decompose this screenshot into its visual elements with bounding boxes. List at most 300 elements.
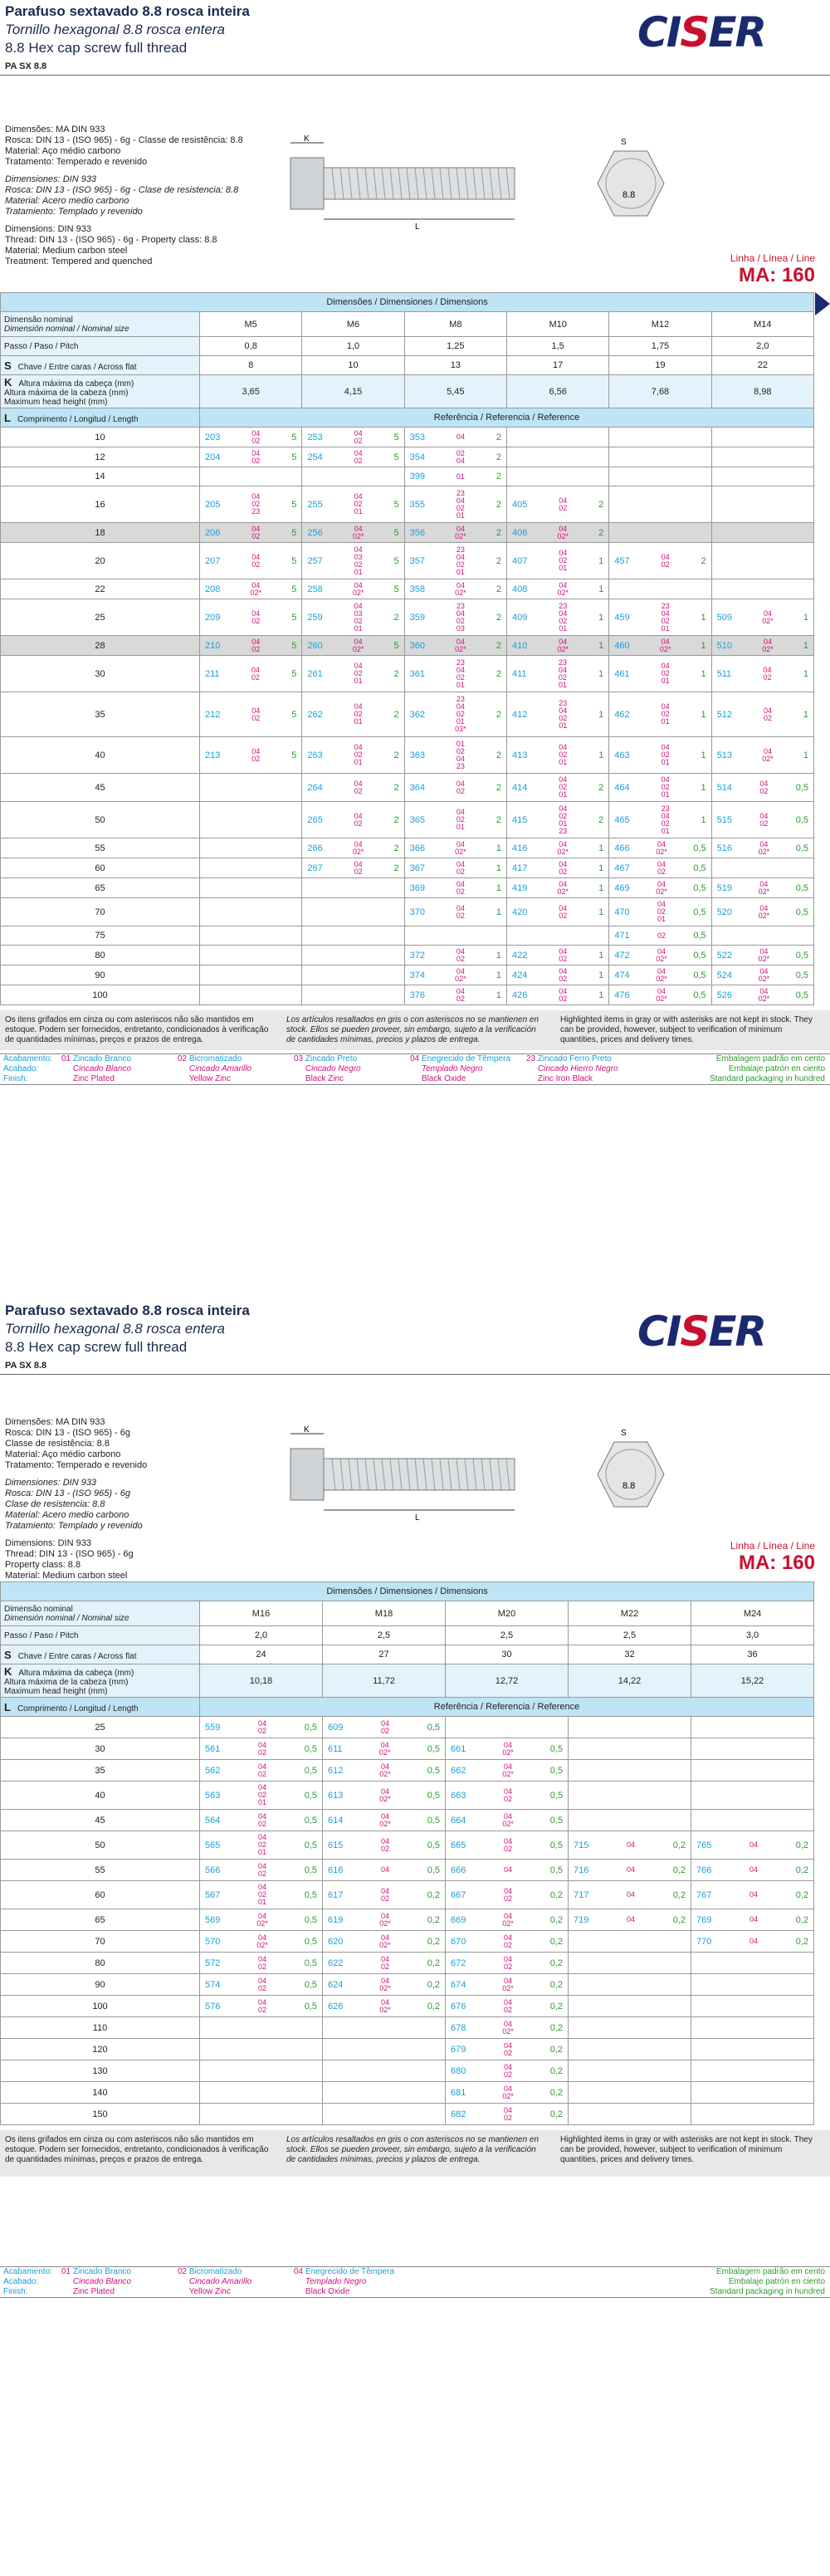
nominal-label: Dimensão nominal Dimensión nominal / Nominal size: [1, 1601, 200, 1626]
key-cell: 22: [711, 356, 813, 375]
finish-codes: 04 02*: [557, 839, 569, 856]
finish-codes: 04 02: [258, 1811, 267, 1828]
empty-cell: [302, 946, 404, 965]
finish-codes: 04 02*: [352, 637, 364, 653]
table-row: [1, 985, 814, 1005]
empty-cell: [609, 486, 711, 523]
pack-qty: 5: [291, 612, 297, 623]
finish-codes: 23 04 02 01: [559, 601, 568, 633]
pack-qty: 0,5: [693, 950, 706, 961]
pack-qty: 0,5: [427, 1765, 440, 1776]
reference-cell: [404, 946, 506, 965]
finish-codes: 04 02*: [656, 986, 667, 1003]
reference-cell: [404, 467, 506, 486]
title-en: 8.8 Hex cap screw full thread: [5, 1339, 188, 1355]
head-cell: 14,22: [569, 1664, 691, 1698]
reference-code: 619: [328, 1914, 344, 1925]
reference-code: 570: [205, 1936, 221, 1947]
empty-cell: [609, 467, 711, 486]
empty-cell: [609, 428, 711, 447]
empty-cell: [691, 2039, 814, 2060]
table-row: [1, 636, 814, 656]
finish-codes: 04 02 01: [657, 900, 666, 923]
size-cell: M18: [323, 1601, 446, 1626]
pack-qty: 0,2: [549, 2044, 563, 2055]
reference-cell: [404, 802, 506, 838]
key-cell: 17: [506, 356, 608, 375]
spec-pt: Tratamento: Temperado e revenido: [5, 1460, 148, 1470]
pack-qty: 2: [393, 750, 399, 760]
head-cell: 3,65: [200, 375, 302, 408]
length-cell: 65: [1, 878, 200, 898]
reference-code: 672: [451, 1958, 466, 1968]
reference-code: 614: [328, 1815, 344, 1826]
reference-code: 205: [205, 499, 221, 510]
legend-item: Zinc Plated: [72, 2287, 115, 2296]
reference-cell: [506, 543, 608, 579]
pack-qty: 1: [598, 555, 604, 566]
pack-qty: 0,5: [693, 882, 706, 893]
finish-codes: 04 03 02 01: [354, 601, 363, 633]
finish-codes: 23 04 02 01: [559, 698, 568, 730]
finish-codes: 04: [749, 1890, 759, 1899]
spec-pt: Material: Aço médio carbono: [5, 146, 121, 156]
reference-cell: [691, 1931, 814, 1953]
legend-item: Cincado Hierro Negro: [537, 1064, 618, 1073]
finish-codes: 04 02*: [502, 2084, 514, 2100]
reference-cell: [302, 802, 404, 838]
pack-qty: 0,2: [549, 2109, 563, 2119]
length-cell: 30: [1, 1738, 200, 1760]
length-label: L Comprimento / Longitud / Length: [1, 408, 200, 428]
key-cell: 13: [404, 356, 506, 375]
pack-qty: 0,2: [549, 1914, 563, 1925]
reference-cell: [200, 523, 302, 543]
reference-code: 572: [205, 1958, 221, 1968]
table-row: [1, 946, 814, 965]
empty-cell: [200, 965, 302, 985]
reference-code: 561: [205, 1743, 221, 1754]
table-row: [1, 447, 814, 467]
reference-cell: [404, 656, 506, 692]
spec-es: Dimensiones: DIN 933: [5, 1478, 97, 1488]
reference-cell: [323, 1810, 446, 1831]
reference-cell: [446, 2082, 569, 2104]
pack-qty: 0,2: [427, 1889, 440, 1900]
finish-codes: 04 02: [559, 903, 568, 920]
length-cell: 70: [1, 1931, 200, 1953]
reference-cell: [200, 1974, 323, 1996]
empty-cell: [200, 2017, 323, 2039]
finish-codes: 23 04 02 01 03*: [455, 695, 466, 733]
pack-qty: 1: [701, 668, 706, 679]
empty-cell: [323, 2082, 446, 2104]
reference-code: 620: [328, 1936, 344, 1947]
pack-qty: 1: [598, 863, 604, 873]
catalog-sheet-1: [0, 0, 830, 1241]
reference-cell: [569, 1909, 691, 1931]
reference-cell: [446, 1974, 569, 1996]
reference-cell: [200, 737, 302, 774]
finish-codes: 04 02: [381, 1954, 390, 1971]
legend-item: 04 Enegrecido de Têmpera: [294, 2267, 395, 2276]
length-cell: 25: [1, 1717, 200, 1738]
pack-qty: 1: [598, 612, 604, 623]
spec-es: Tratamiento: Templado y revenido: [5, 207, 143, 217]
reference-code: 569: [205, 1914, 221, 1925]
finish-codes: 04 02: [456, 779, 465, 795]
reference-code: 266: [307, 843, 323, 853]
pack-qty: 2: [496, 709, 501, 720]
finish-codes: 04 02*: [379, 1762, 391, 1778]
finish-codes: 04 02*: [379, 1976, 391, 1992]
legend-item: 03 Zincado Preto: [294, 1054, 358, 1063]
reference-code: 526: [716, 990, 732, 1000]
finish-codes: 04 02: [504, 2041, 513, 2057]
empty-cell: [711, 467, 813, 486]
reference-code: 210: [205, 640, 221, 651]
reference-cell: [446, 1953, 569, 1974]
reference-code: 515: [716, 814, 732, 825]
empty-cell: [691, 2060, 814, 2082]
length-cell: 16: [1, 486, 200, 523]
reference-cell: [302, 858, 404, 878]
length-cell: 120: [1, 2039, 200, 2060]
empty-cell: [691, 1782, 814, 1810]
finish-codes: 04 02*: [656, 966, 667, 983]
reference-cell: [404, 543, 506, 579]
reference-cell: [404, 599, 506, 636]
sheet-header: [0, 1299, 830, 1374]
finish-codes: 04 02: [258, 1976, 267, 1992]
empty-cell: [569, 1738, 691, 1760]
catalog-sheet-2: [0, 1299, 830, 2576]
reference-code: 358: [409, 584, 426, 594]
legend-item: Cincado Amarillo: [188, 1064, 252, 1073]
reference-cell: [323, 1860, 446, 1881]
reference-cell: [691, 1909, 814, 1931]
reference-cell: [302, 656, 404, 692]
reference-code: 474: [614, 970, 630, 980]
legend-label: Acabado:: [3, 2277, 39, 2286]
line-label: Linha / Línea / Line: [730, 252, 815, 264]
pack-qty: 1: [496, 990, 501, 1000]
reference-cell: [446, 1996, 569, 2017]
reference-code: 257: [307, 555, 323, 566]
size-cell: M10: [506, 312, 608, 337]
finish-codes: 04 02 01: [354, 662, 363, 685]
length-cell: 150: [1, 2104, 200, 2125]
reference-cell: [569, 1831, 691, 1860]
finish-codes: 02: [657, 931, 666, 940]
finish-codes: 04 02*: [502, 2019, 514, 2036]
reference-cell: [302, 579, 404, 599]
reference-code: 524: [716, 970, 732, 980]
note-en: Highlighted items in gray or with asterisks are not kept in stock. They can be provided, however, subject to verification of minimum quantities, prices and delivery times.: [560, 1015, 813, 1044]
finish-codes: 04 02: [657, 859, 666, 876]
reference-cell: [200, 1738, 323, 1760]
reference-cell: [711, 838, 813, 858]
finish-codes: 04 02: [251, 552, 261, 569]
table-row: [1, 2104, 814, 2125]
reference-code: 682: [451, 2109, 466, 2119]
size-cell: M20: [446, 1601, 569, 1626]
pack-qty: 1: [496, 970, 501, 980]
finish-codes: 04 02*: [758, 966, 770, 983]
finish-codes: 04 02: [258, 1997, 267, 2014]
reference-cell: [711, 774, 813, 802]
empty-cell: [506, 926, 608, 946]
finish-codes: 04 02 01: [456, 808, 465, 831]
reference-code: 363: [409, 750, 426, 760]
pack-qty: 0,5: [427, 1815, 440, 1826]
reference-code: 466: [614, 843, 630, 853]
reference-cell: [302, 774, 404, 802]
ma-code: MA: 160: [738, 1552, 815, 1574]
empty-cell: [609, 447, 711, 467]
pack-qty: 2: [598, 499, 604, 510]
reference-cell: [200, 599, 302, 636]
length-cell: 12: [1, 447, 200, 467]
finish-codes: 04: [749, 1865, 759, 1874]
pack-qty: 0,2: [427, 1936, 440, 1947]
reference-code: 255: [307, 499, 323, 510]
reference-cell: [711, 656, 813, 692]
product-code: PA SX 8.8: [5, 1361, 47, 1371]
pack-qty: 0,2: [427, 1914, 440, 1925]
empty-cell: [609, 579, 711, 599]
finish-codes: 04 02: [251, 524, 261, 540]
reference-cell: [609, 737, 711, 774]
reference-code: 565: [205, 1840, 221, 1850]
head-cell: 8,98: [711, 375, 813, 408]
pack-qty: 0,5: [693, 990, 706, 1000]
legend-label: Finish:: [3, 1074, 28, 1083]
pitch-cell: 1,0: [302, 337, 404, 356]
pack-qty: 2: [496, 668, 501, 679]
pack-qty: 0,2: [549, 2087, 563, 2098]
pack-qty: 1: [496, 907, 501, 917]
finish-codes: 04: [456, 433, 465, 441]
reference-code: 681: [451, 2087, 466, 2098]
table-row: [1, 1860, 814, 1881]
reference-cell: [200, 447, 302, 467]
pack-qty: 2: [393, 843, 399, 853]
empty-cell: [569, 1996, 691, 2017]
pack-qty: 0,2: [795, 1889, 809, 1900]
length-cell: 50: [1, 1831, 200, 1860]
empty-cell: [200, 985, 302, 1005]
finish-codes: 04 02: [456, 879, 465, 896]
specifications: [5, 1417, 152, 1599]
legend-item: 02 Bicromatizado: [178, 1054, 242, 1063]
empty-cell: [569, 1931, 691, 1953]
legend-item: 02 Bicromatizado: [178, 2267, 242, 2276]
empty-cell: [200, 2039, 323, 2060]
table-row: [1, 774, 814, 802]
reference-cell: [506, 802, 608, 838]
finish-codes: 04 02: [504, 1836, 513, 1853]
pitch-cell: 1,25: [404, 337, 506, 356]
reference-code: 424: [511, 970, 528, 980]
reference-code: 472: [614, 950, 630, 961]
reference-code: 461: [614, 668, 630, 679]
screw-drawing: [282, 133, 714, 232]
finish-codes: 04 02*: [352, 580, 364, 597]
reference-cell: [200, 579, 302, 599]
svg-text:K: K: [304, 1425, 310, 1435]
spec-en: Property class: 8.8: [5, 1560, 81, 1570]
reference-code: 410: [511, 640, 528, 651]
finish-codes: 04 02: [354, 448, 363, 465]
pack-qty: 0,2: [795, 1840, 809, 1850]
finish-codes: 04 02: [559, 966, 568, 983]
pack-qty: 0,5: [795, 843, 809, 853]
reference-code: 212: [205, 709, 221, 720]
empty-cell: [691, 1996, 814, 2017]
finish-codes: 04: [749, 1937, 759, 1945]
pack-qty: 2: [496, 612, 501, 623]
table-row: [1, 802, 814, 838]
legend-item: Templado Negro: [421, 1064, 483, 1073]
reference-code: 459: [614, 612, 630, 623]
reference-code: 364: [409, 782, 426, 793]
finish-codes: 04 02*: [758, 946, 770, 963]
length-cell: 55: [1, 1860, 200, 1881]
reference-code: 662: [451, 1765, 466, 1776]
reference-code: 367: [409, 863, 426, 873]
reference-cell: [446, 2039, 569, 2060]
table-row: [1, 2039, 814, 2060]
reference-cell: [404, 774, 506, 802]
reference-cell: [691, 1860, 814, 1881]
finish-codes: 04: [627, 1840, 636, 1849]
reference-code: 471: [614, 931, 630, 941]
pack-qty: 2: [393, 782, 399, 793]
empty-cell: [569, 1953, 691, 1974]
pack-qty: 0,5: [427, 1840, 440, 1850]
reference-cell: [506, 858, 608, 878]
head-cell: 5,45: [404, 375, 506, 408]
finish-codes: 04: [627, 1915, 636, 1923]
empty-cell: [323, 2060, 446, 2082]
head-cell: 10,18: [200, 1664, 323, 1698]
pack-qty: 2: [393, 668, 399, 679]
finish-codes: 04 02 01: [354, 743, 363, 766]
finish-codes: 04 02*: [379, 1911, 391, 1928]
reference-code: 566: [205, 1865, 221, 1875]
pitch-cell: 2,0: [711, 337, 813, 356]
length-cell: 80: [1, 946, 200, 965]
key-cell: 10: [302, 356, 404, 375]
reference-code: 414: [511, 782, 528, 793]
reference-cell: [302, 737, 404, 774]
finish-codes: 01 02 04 23: [456, 739, 465, 770]
pack-qty: 0,5: [795, 990, 809, 1000]
reference-code: 522: [716, 950, 732, 961]
reference-code: 362: [409, 709, 426, 720]
spec-en: Thread: DIN 13 - (ISO 965) - 6g: [5, 1549, 134, 1559]
legend-item: 01 Zincado Branco: [61, 1054, 131, 1063]
empty-cell: [200, 774, 302, 802]
empty-cell: [302, 878, 404, 898]
length-cell: 50: [1, 802, 200, 838]
reference-code: 514: [716, 782, 732, 793]
reference-code: 405: [511, 499, 528, 510]
reference-cell: [200, 1931, 323, 1953]
finish-codes: 04 02*: [378, 1740, 391, 1757]
reference-code: 469: [614, 882, 630, 893]
size-cell: M16: [200, 1601, 323, 1626]
reference-cell: [711, 737, 813, 774]
pack-qty: 2: [598, 814, 604, 825]
head-label: K Altura máxima da cabeça (mm) Altura máxima de la cabeza (mm) Maximum head height (mm): [1, 375, 200, 408]
reference-code: 260: [307, 640, 323, 651]
reference-cell: [323, 1931, 446, 1953]
pack-qty: 1: [803, 612, 809, 623]
pitch-cell: 2,5: [569, 1626, 691, 1645]
reference-cell: [200, 486, 302, 523]
finish-codes: 04 02*: [502, 1911, 514, 1928]
svg-text:S: S: [621, 1429, 627, 1438]
empty-cell: [569, 2017, 691, 2039]
reference-cell: [404, 898, 506, 926]
legend-item: Templado Negro: [305, 2277, 367, 2286]
finish-codes: 04 02: [258, 1861, 267, 1878]
finish-codes: 04 02*: [557, 580, 569, 597]
finish-codes: 04 02*: [557, 637, 569, 653]
pack-qty: 1: [598, 709, 604, 720]
reference-cell: [323, 1996, 446, 2017]
reference-cell: [506, 656, 608, 692]
reference-cell: [711, 599, 813, 636]
reference-code: 422: [511, 950, 528, 961]
reference-cell: [302, 636, 404, 656]
empty-cell: [691, 1738, 814, 1760]
empty-cell: [506, 467, 608, 486]
empty-cell: [691, 1974, 814, 1996]
length-cell: 14: [1, 467, 200, 486]
finish-codes: 04 02*: [502, 1740, 514, 1757]
reference-code: 420: [511, 907, 528, 917]
head-label: K Altura máxima da cabeça (mm) Altura máxima de la cabeza (mm) Maximum head height (mm): [1, 1664, 200, 1698]
reference-code: 516: [716, 843, 732, 853]
reference-code: 719: [574, 1914, 589, 1925]
empty-cell: [711, 858, 813, 878]
empty-cell: [200, 802, 302, 838]
finish-codes: 04 02 01 23: [559, 804, 568, 835]
size-cell: M8: [404, 312, 506, 337]
empty-cell: [200, 2104, 323, 2125]
legend-item: Black Oxide: [305, 2287, 350, 2296]
reference-cell: [323, 1974, 446, 1996]
reference-cell: [711, 802, 813, 838]
pack-qty: 0,5: [304, 1765, 317, 1776]
reference-code: 663: [451, 1790, 466, 1801]
reference-cell: [404, 858, 506, 878]
finish-codes: 04 02*: [502, 1762, 514, 1778]
reference-code: 464: [614, 782, 630, 793]
size-cell: M14: [711, 312, 813, 337]
legend-item: 01 Zincado Branco: [61, 2267, 131, 2276]
spec-en: Dimensions: DIN 933: [5, 1538, 91, 1548]
spec-es: Material: Acero medio carbono: [5, 1510, 129, 1520]
reference-code: 399: [409, 472, 426, 481]
reference-cell: [302, 599, 404, 636]
reference-cell: [506, 737, 608, 774]
reference-cell: [302, 428, 404, 447]
note-pt: Os itens grifados em cinza ou com asteriscos não são mantidos em estoque. Podem ser fornecidos, entretanto, condicionados à verificação de quantidades mínimas, preços e prazos de entrega.: [5, 1015, 269, 1044]
